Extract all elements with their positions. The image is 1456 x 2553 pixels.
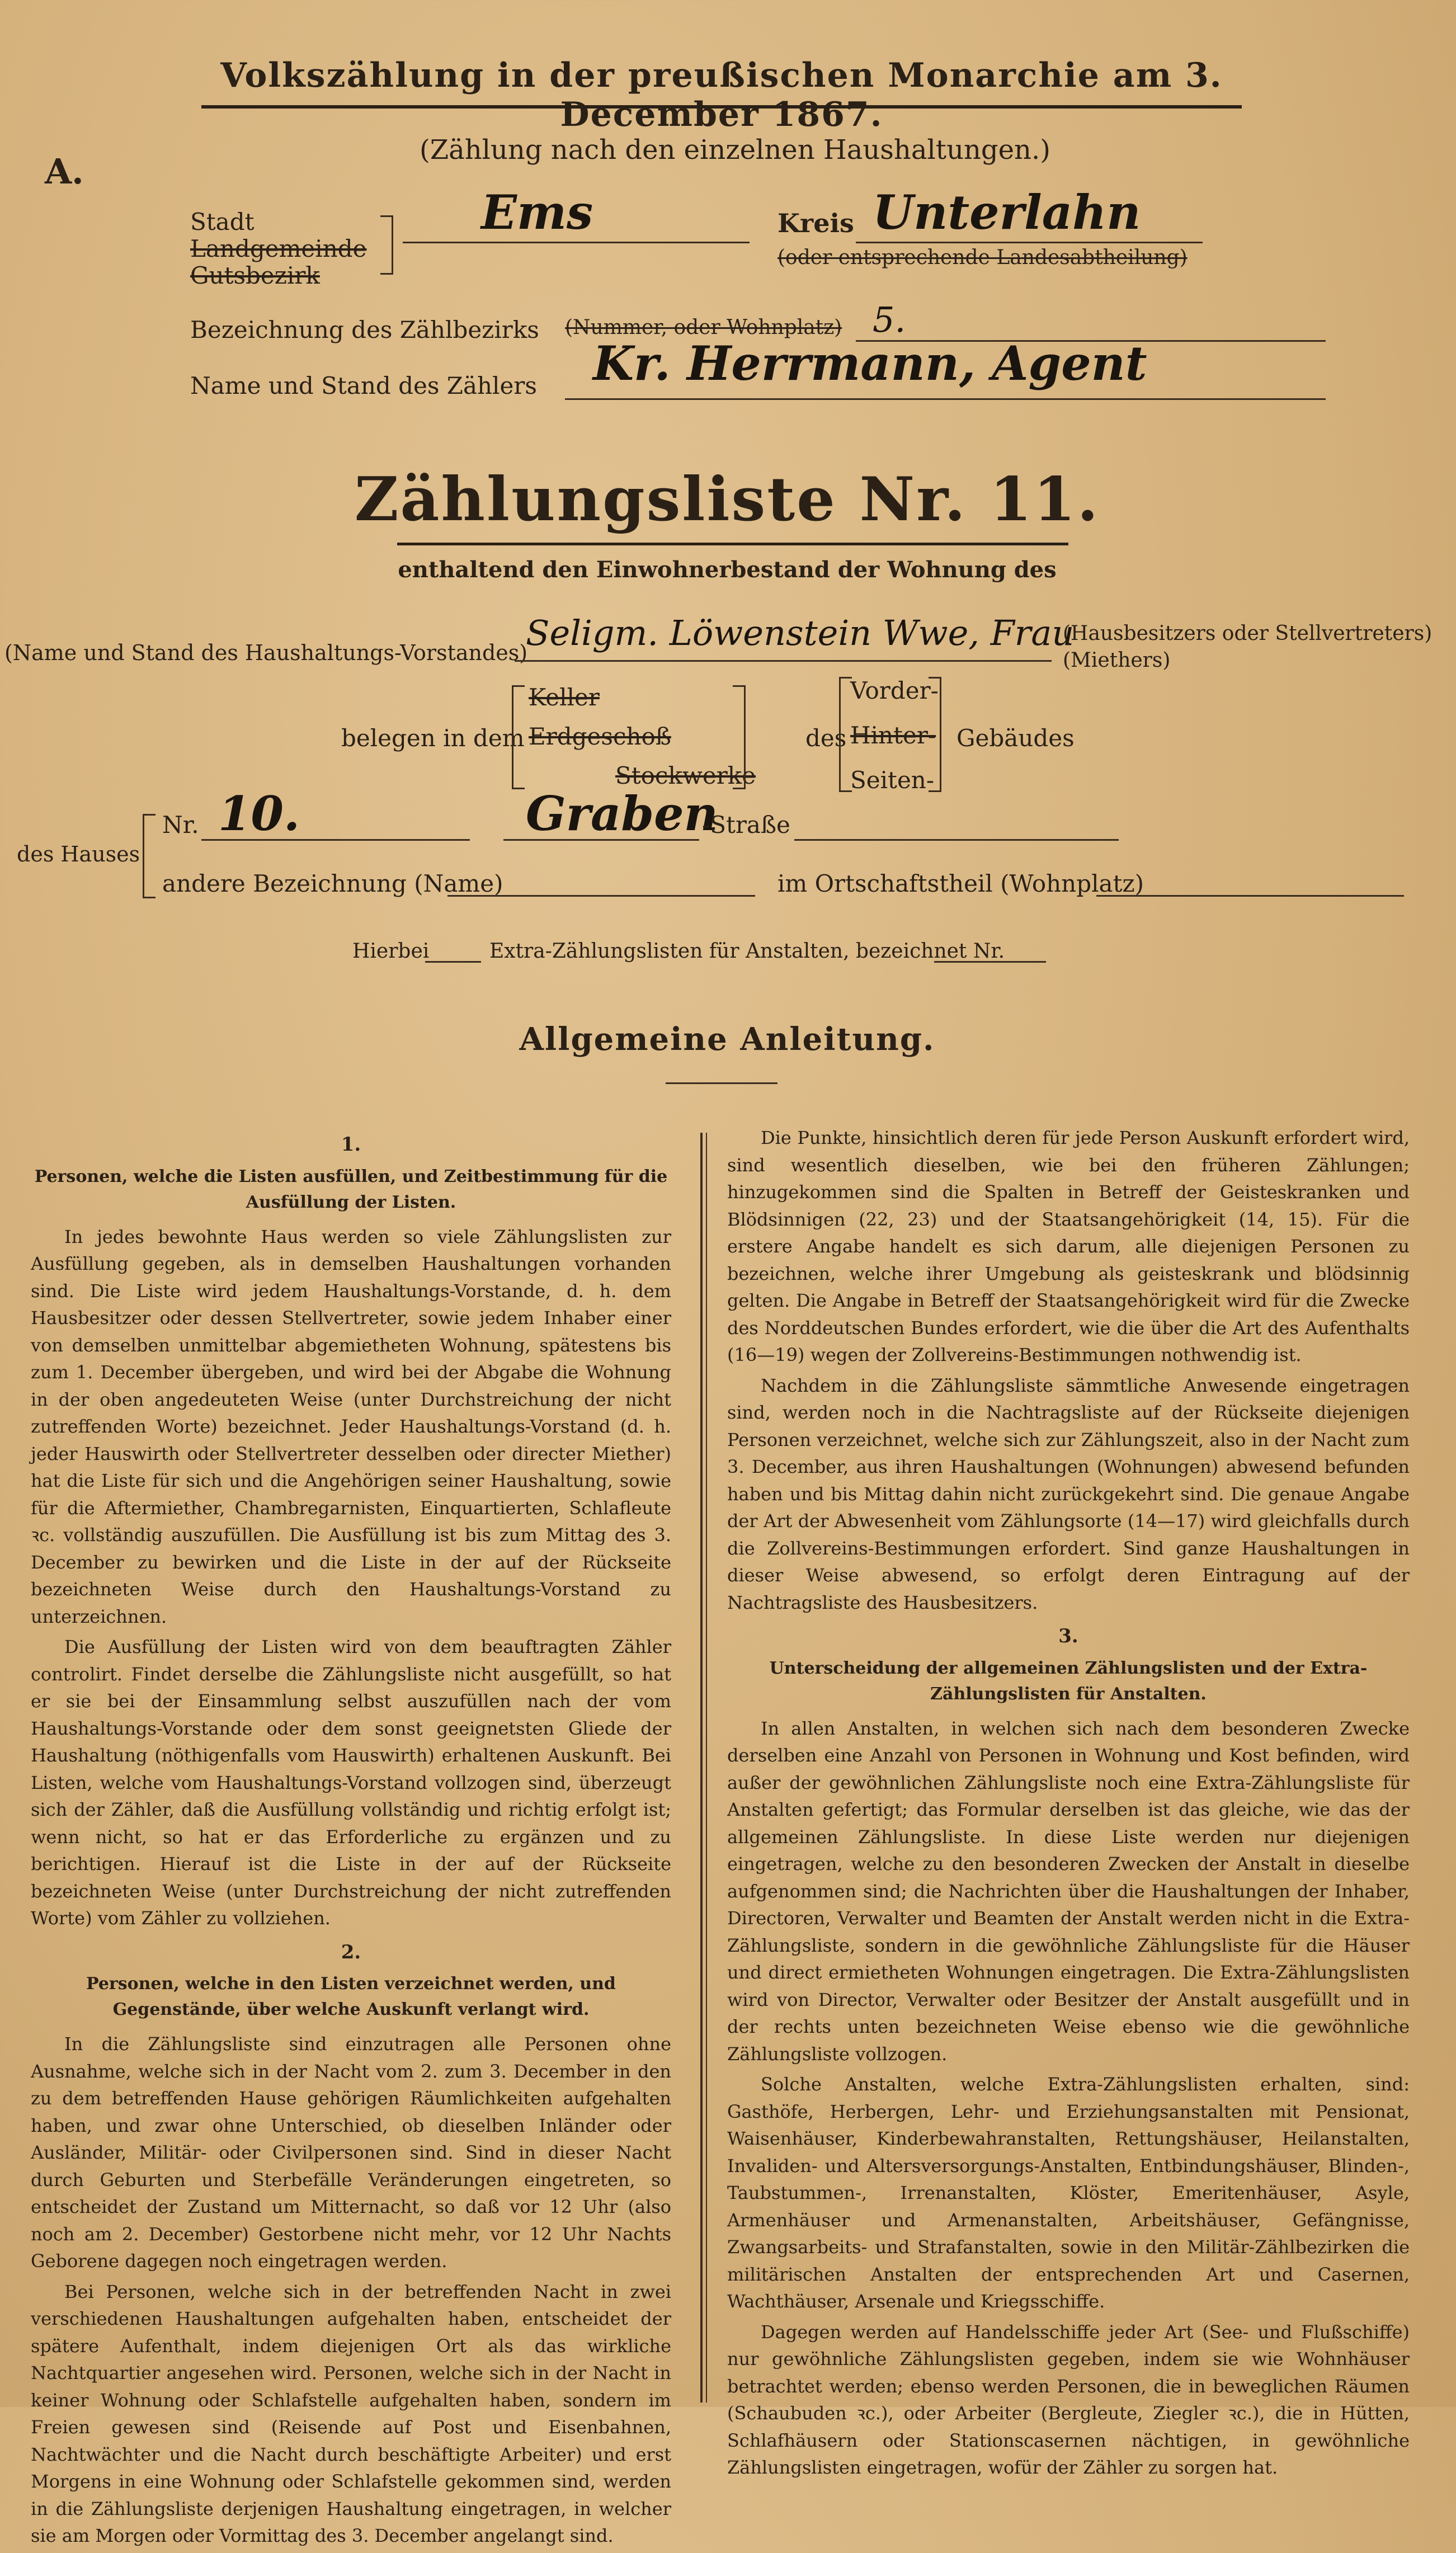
label-zaehlbezirk: Bezeichnung des Zählbezirks (190, 316, 539, 343)
label-des: des (805, 724, 847, 752)
column-divider-thin (706, 1133, 707, 2403)
nr-line (201, 839, 470, 841)
location-brace (380, 215, 393, 275)
section-2-paragraph-2: Bei Personen, welche sich in der betreffenden Nacht in zwei verschiedenen Haushaltungen aufgehalten haben, entscheidet der spätere Aufenthalt, indem diejenigen Ort als das wirkliche Nachtquartier angesehen wird. Personen, welche sich in der Nacht in keiner Wohnung oder Schlafstelle aufgehalten haben, sondern im Freien gewesen sind (Reisende auf Post und Eisenbahnen, Nachtwächter und die Nacht durch beschäftigte Arbeiter) und erst Morgens in eine Wohnung oder Schlafstelle gekommen sind, werden in die Zählungsliste derjenigen Haushaltung eingetragen, in welcher sie am Morgen oder Vormittag des 3. December angelangt sind. (31, 2281, 671, 2546)
kreis-line (856, 242, 1203, 243)
label-gutsbezirk: Gutsbezirk (190, 262, 320, 289)
section-1-title: Personen, welche die Listen ausfüllen, und Zeitbestimmung für die Ausfüllung der Listen. (34, 1166, 668, 1212)
left-column (31, 1124, 671, 2553)
list-heading-underline (397, 543, 1068, 545)
label-hierbei: Hierbei (352, 940, 430, 963)
street-line (503, 839, 699, 841)
stadt-line (403, 242, 750, 243)
census-title: Volkszählung in der preußischen Monarchie am 3. December 1867. (220, 56, 1223, 134)
section-3-paragraph-3: Dagegen werden auf Handelsschiffe jeder Art (See- und Flußschiffe) nur gewöhnliche Zählungslisten gegeben, indem sie wie Wohnhäuser betrachtet werden; ebenso werden Personen, die in beweglichen Räumen (Schaubuden ꝛc.), oder Arbeiter (Bergleute, Ziegler ꝛc.), die in Hütten, Schlafhäusern oder Stationscasernen nächtigen, in gewöhnliche Zählungslisten eingetragen, wofür der Zähler zu sorgen hat. (727, 2321, 1410, 2478)
section-3-paragraph-2: Solche Anstalten, welche Extra-Zählungslisten erhalten, sind: Gasthöfe, Herbergen, Lehr- und Erziehungsanstalten mit Pensionat, Waisenhäuser, Kinderbewahranstalten, Rettungshäuser, Heilanstalten, Invaliden- und Altersversorgungs-Anstalten, Entbindungshäuser, Blinden-, Taubstummen-, Irrenanstalten, Klöster, Emeritenhäuser, Asyle, Armenhäuser und Armenanstalten, Arbeitshäuser, Gefängnisse, Zwangsarbeits- und Strafanstalten, sowie in den Militär-Zählbezirken die militärischen Anstalten der entsprechenden Art und Casernen, Wachthäuser, Arsenale und Kriegsschiffe. (727, 2074, 1410, 2312)
subtitle: (Zählung nach den einzelnen Haushaltungen.) (420, 134, 1050, 166)
section-1-paragraph-2: Die Ausfüllung der Listen wird von dem beauftragten Zähler controlirt. Findet derselbe die Zählungsliste nicht ausgefüllt, so hat er sie bei der Einsammlung selbst auszufüllen nach der vom Haushaltungs-Vorstande oder dem sonst geeignetsten Gliede der Haushaltung (nöthigenfalls vom Hauswirth) erhaltenen Auskunft. Bei Listen, welche vom Haushaltungs-Vorstand vollzogen sind, überzeugt sich der Zähler, daß die Ausfüllung vollständig und richtig erfolgt ist; wenn nicht, so hat er das Erforderliche zu ergänzen und zu berichtigen. Hierauf ist die Liste in der auf der Rückseite bezeichneten Weise (unter Durchstreichung der nicht zutreffenden Worte) vom Zähler zu vollziehen. (31, 1636, 671, 1929)
building-vorder: Vorder- (850, 677, 939, 704)
label-stadt: Stadt (190, 208, 255, 235)
extra-line (934, 961, 1046, 963)
floor-keller: Keller (529, 684, 600, 711)
floor-stockwerke: Stockwerke (615, 762, 756, 789)
section-2-title: Personen, welche in den Listen verzeichnet werden, und Gegenstände, über welche Auskunft verlangt wird. (86, 1974, 616, 2019)
right-column (727, 1124, 1410, 2485)
instructions-heading-underline (666, 1082, 778, 1084)
hierbei-line (425, 961, 481, 963)
vorstand-line (515, 660, 1052, 662)
zaehler-value: Kr. Herrmann, Agent (593, 336, 1147, 391)
kreis-value: Unterlahn (873, 185, 1141, 240)
label-strasse: -Straße (702, 811, 790, 839)
section-3-number: 3. (1058, 1625, 1078, 1647)
floor-erdgeschoss: Erdgeschoß (529, 723, 671, 750)
label-nr: Nr. (162, 811, 199, 839)
label-vorstand: (Name und Stand des Haushaltungs-Vorstandes) (4, 640, 528, 665)
label-zaehlbezirk-strike: (Nummer, oder Wohnplatz) (565, 316, 842, 339)
instructions-heading: Allgemeine Anleitung. (519, 1021, 935, 1058)
section-1-number: 1. (341, 1133, 361, 1156)
strasse-line (794, 839, 1119, 841)
section-2-paragraph-1: In die Zählungsliste sind einzutragen alle Personen ohne Ausnahme, welche sich in der Nacht vom 2. zum 3. December in den zu dem betreffenden Hause gehörigen Räumlichkeiten aufgehalten haben, und zwar ohne Unterschied, ob dieselben Inländer oder Ausländer, Militär- oder Civilpersonen sind. Sind in dieser Nacht durch Geburten und Sterbefälle Veränderungen eingetreten, so entscheidet der Zustand um Mitternacht, so daß vor 12 Uhr (also noch am 2. December) Gestorbene nicht mehr, vor 12 Uhr Nachts Geborene dagegen noch eingetragen werden. (31, 2033, 671, 2272)
right-paragraph-2: Nachdem in die Zählungsliste sämmtliche Anwesende eingetragen sind, werden noch in die Nachtragsliste auf der Rückseite diejenigen Personen verzeichnet, welche sich zur Zählungszeit, also in der Nacht zum 3. December, aus ihren Haushaltungen (Wohnungen) abwesend befunden haben und bis Mittag dahin nicht zurückgekehrt sind. Die genaue Angabe der Art der Abwesenheit vom Zählungsorte (14—17) wird gleichfalls durch die Zollvereins-Bestimmungen erfordert. Sind ganze Haushaltungen in dieser Weise abwesend, so erfolgt deren Eintragung auf der Nachtragsliste des Hausbesitzers. (727, 1374, 1410, 1613)
label-kreis: Kreis (778, 208, 854, 238)
building-hinter: Hinter- (850, 722, 936, 749)
column-divider (700, 1133, 703, 2403)
andere-line (447, 895, 755, 897)
zaehler-line (565, 398, 1326, 400)
section-2-number: 2. (341, 1940, 361, 1963)
label-zaehler: Name und Stand des Zählers (190, 372, 537, 399)
section-3-paragraph-1: In allen Anstalten, in welchen sich nach dem besonderen Zwecke derselben eine Anzahl von Personen in Wohnung und Kost befinden, wird außer der gewöhnlichen Zählungsliste noch eine Extra-Zählungsliste für Anstalten gefertigt; das Formular derselben ist das gleiche, wie das der allgemeinen Zählungsliste. In diese Liste werden nur diejenigen eingetragen, welche zu den besonderen Zwecken der Anstalt in dieselbe aufgenommen sind; die Nachrichten über die Haushaltungen der Inhaber, Directoren, Verwalter und Beamten der Anstalt werden nicht in die Extra-Zählungsliste, sondern in die gewöhnliche Zählungsliste für die Häuser und direct ermietheten Wohnungen eingetragen. Die Extra-Zählungslisten wird von Director, Verwalter oder Besitzer der Anstalt ausgefüllt und in der rechts unten bezeichneten Weise ebenso wie die gewöhnliche Zählungsliste vollzogen. (727, 1717, 1410, 2065)
form-letter: A. (45, 151, 84, 192)
label-belegen: belegen in dem (341, 724, 525, 752)
ortschaftstheil-line (1096, 895, 1404, 897)
nr-value: 10. (218, 786, 300, 841)
label-gebaeude: Gebäudes (956, 724, 1075, 752)
label-kreis-alt: (oder entsprechende Landesabtheilung) (778, 246, 1188, 269)
section-3-title: Unterscheidung der allgemeinen Zählungslisten und der Extra-Zählungslisten für Anstalten. (769, 1658, 1368, 1704)
floor-brace-left (512, 685, 525, 789)
label-des-hauses: des Hauses (17, 842, 140, 866)
right-paragraph-1: Die Punkte, hinsichtlich deren für jede Person Auskunft erfordert wird, sind wesentlich dieselben, wie bei den früheren Zählungen; hinzugekommen sind die Spalten in Betreff der Geisteskranken und Blödsinnigen (22, 23) und der Staatsangehörigkeit (14, 15). Für die erstere Angabe handelt es sich darum, alle diejenigen Personen zu bezeichnen, welche ihrer Umgebung als geisteskrank und blödsinnig gelten. Die Angabe in Betreff der Staatsangehörigkeit wird für die Zwecke des Norddeutschen Bundes erfordert, wie die über die Art des Aufenthalts (16—19) wegen der Zollvereins-Bestimmungen nothwendig ist. (727, 1127, 1410, 1365)
section-1-paragraph-1: In jedes bewohnte Haus werden so viele Zählungslisten zur Ausfüllung gegeben, als in demselben Haushaltungen vorhanden sind. Die Liste wird jedem Haushaltungs-Vorstande, d. h. dem Hausbesitzer oder dessen Stellvertreter, sowie jedem Inhaber einer von demselben unmittelbar abgemietheten Wohnung, spätestens bis zum 1. December übergeben, und wird bei der Abgabe die Wohnung in der oben angedeuteten Weise (unter Durchstreichung der nicht zutreffenden Worte) bezeichnet. Jeder Haushaltungs-Vorstand (d. h. jeder Hauswirth oder Stellvertreter desselben oder directer Miether) hat die Liste für sich und die Angehörigen seiner Haushaltung, sowie für die Aftermiether, Chambregarnisten, Einquartierten, Schlafleute ꝛc. vollständig auszufüllen. Die Ausfüllung ist bis zum Mittag des 3. December zu bewirken und die Liste in der auf der Rückseite bezeichneten Weise durch den Haushaltungs-Vorstand zu unterzeichnen. (31, 1226, 671, 1627)
label-andere: andere Bezeichnung (Name) (162, 870, 503, 897)
label-miether: (Miethers) (1063, 649, 1171, 672)
building-seiten: Seiten- (850, 766, 935, 794)
vorstand-value: Seligm. Löwenstein Wwe, Frau (526, 613, 1075, 653)
stadt-value: Ems (481, 185, 593, 240)
title-underline (201, 105, 1242, 109)
building-brace-right (929, 677, 941, 792)
enthaltend-text: enthaltend den Einwohnerbestand der Wohnung des (398, 557, 1057, 583)
list-heading: Zählungsliste Nr. 11. (354, 464, 1100, 535)
label-extra: Extra-Zählungslisten für Anstalten, bezeichnet Nr. (489, 940, 1005, 963)
floor-brace-right (733, 685, 746, 789)
zaehlbezirk-value: 5. (873, 299, 906, 340)
street-value: Graben (526, 786, 718, 841)
label-landgemeinde: Landgemeinde (190, 235, 367, 262)
label-ortschaftstheil: im Ortschaftstheil (Wohnplatz) (778, 870, 1144, 897)
label-hausbesitzer: (Hausbesitzers oder Stellvertreters) (1063, 622, 1433, 645)
hauses-brace (143, 814, 156, 898)
